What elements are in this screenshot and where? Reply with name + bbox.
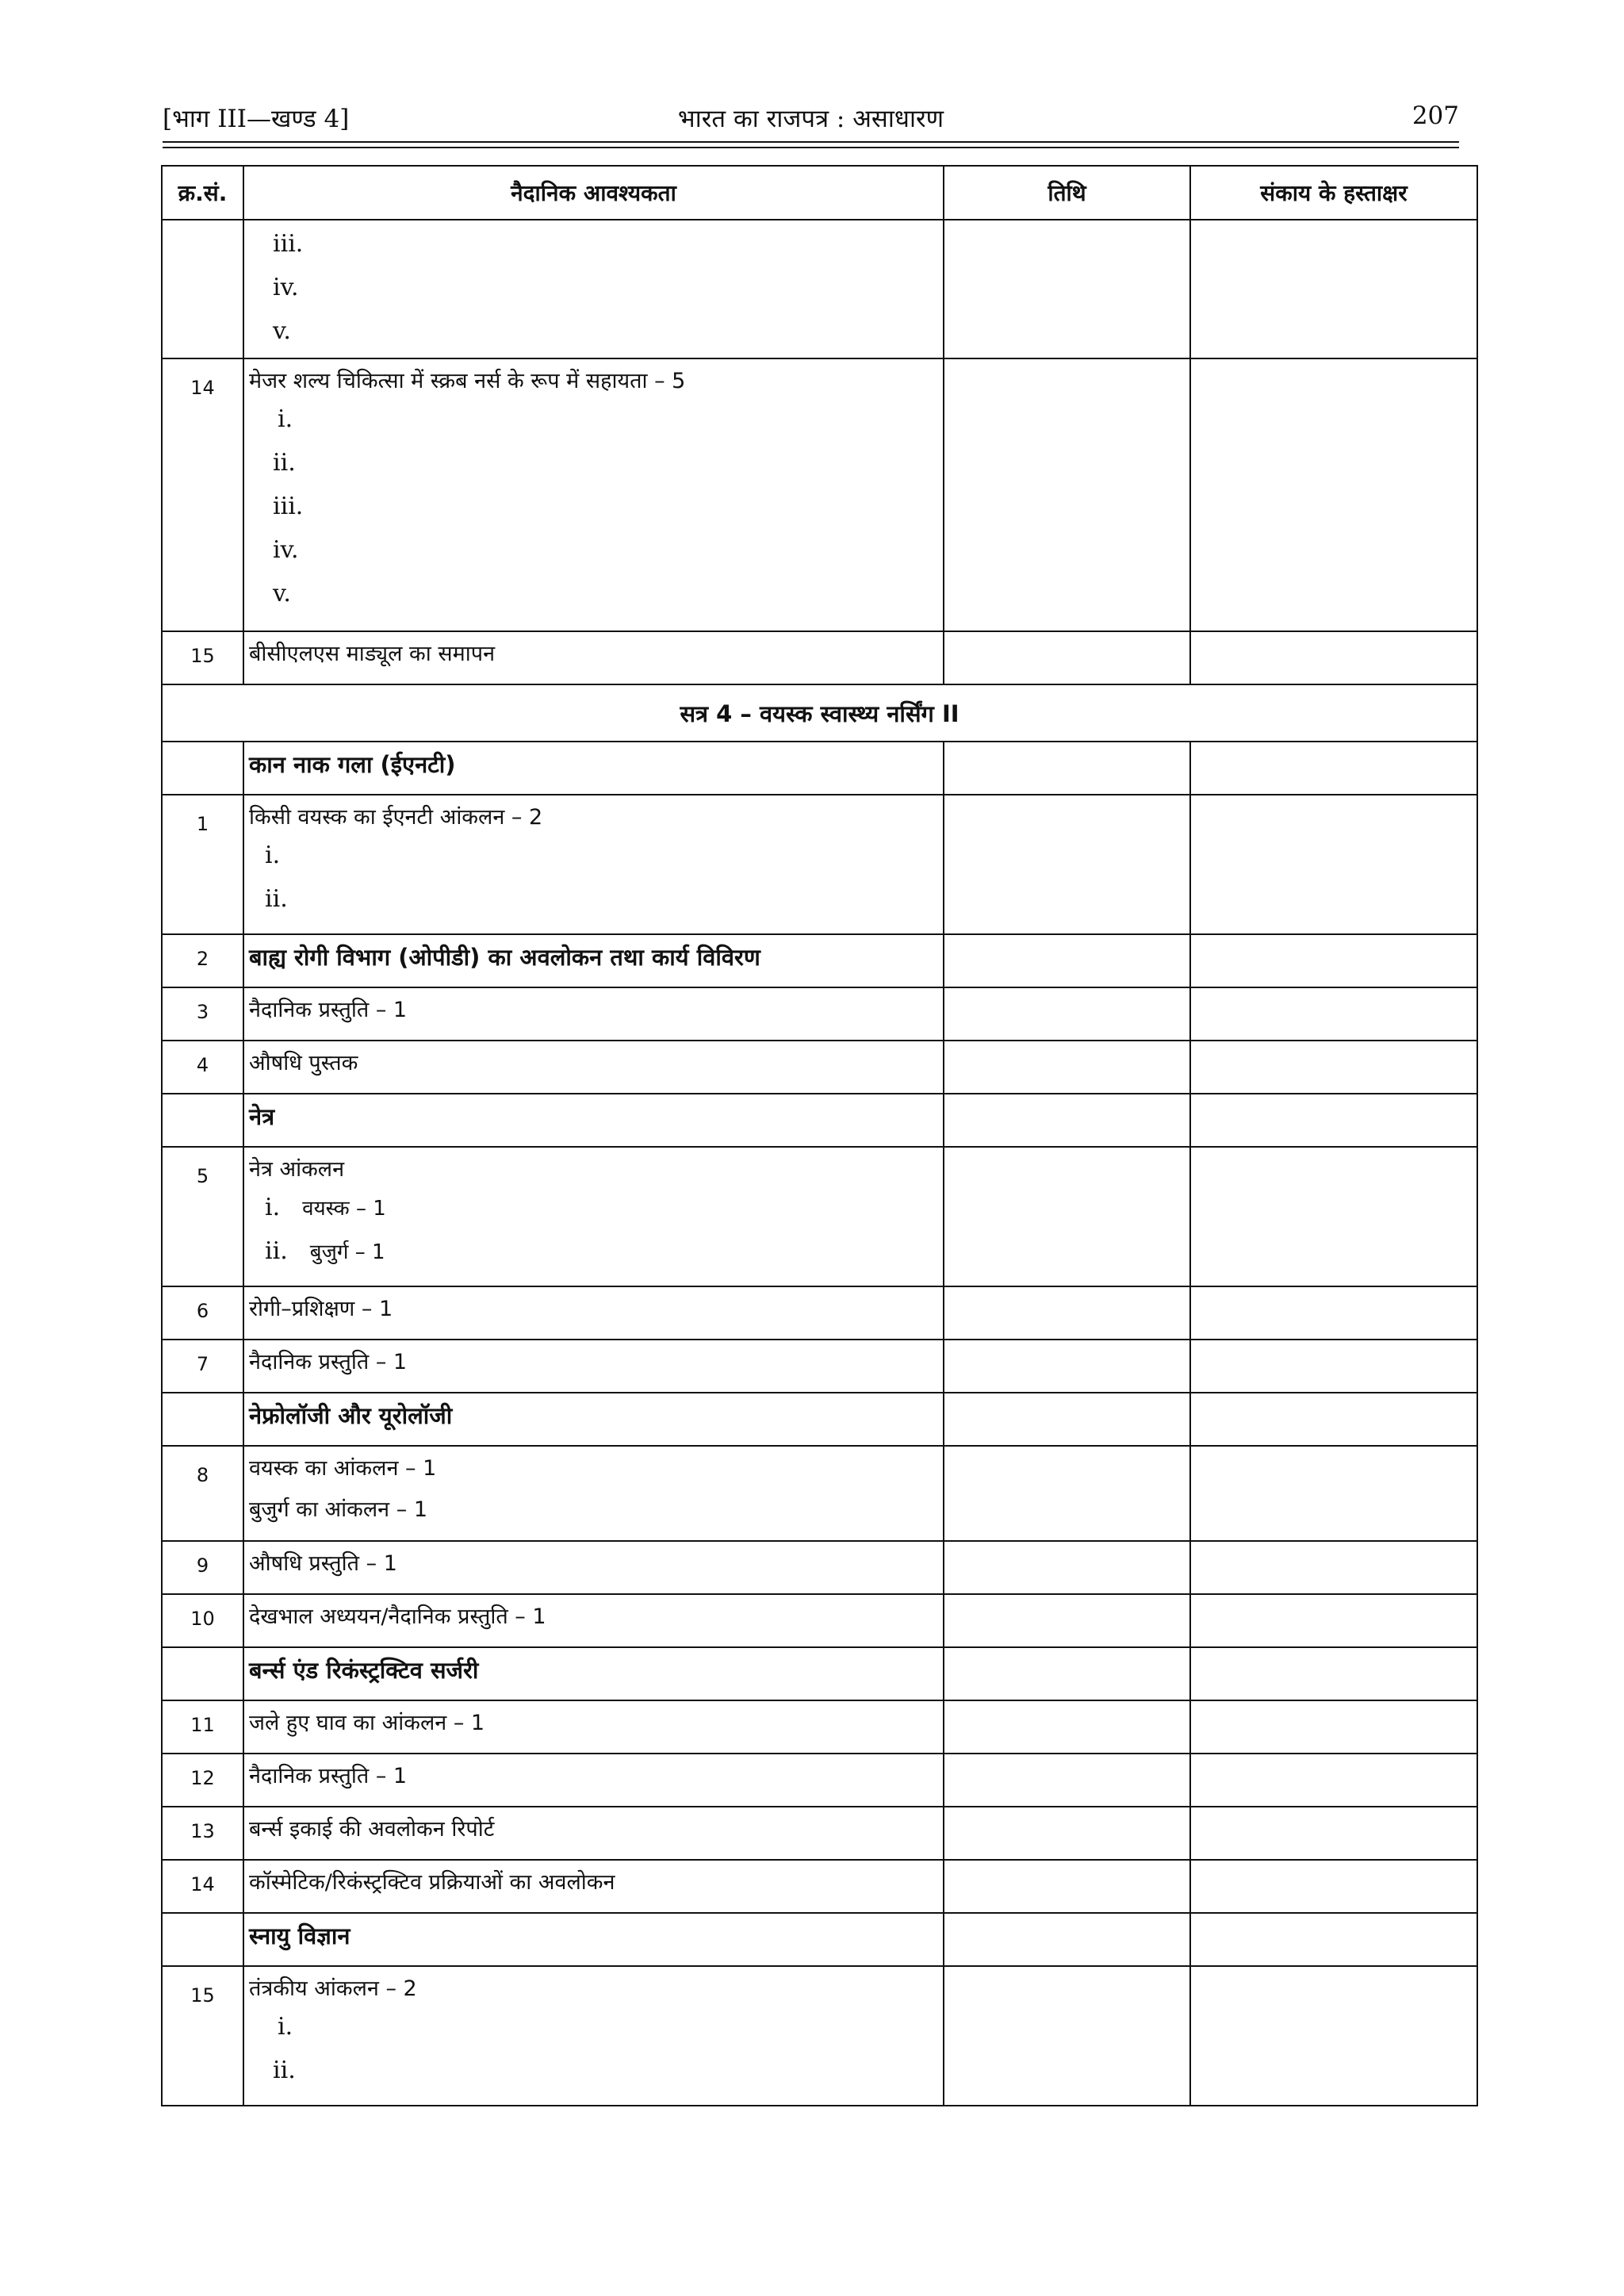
sub-item: [249, 1186, 943, 1229]
signature-cell[interactable]: [1190, 1647, 1477, 1700]
requirement-text: बाह्य रोगी विभाग (ओपीडी) का अवलोकन तथा कार्य विविरण: [249, 944, 760, 971]
signature-cell[interactable]: [1190, 795, 1477, 934]
row-number: 10: [162, 1594, 243, 1647]
section-heading-text: बर्न्स एंड रिकंस्ट्रक्टिव सर्जरी: [249, 1657, 479, 1684]
date-cell[interactable]: [944, 358, 1190, 631]
row-requirement: [243, 358, 944, 631]
col-header-serial: क्र.सं.: [162, 166, 243, 220]
table-header-row: [162, 166, 1477, 220]
row-number: 5: [162, 1147, 243, 1286]
table-row: [162, 1041, 1477, 1094]
requirement-text: नैदानिक प्रस्तुति – 1: [249, 1764, 408, 1788]
row-number: 11: [162, 1700, 243, 1754]
sub-item: [249, 1229, 943, 1273]
date-cell[interactable]: [944, 1807, 1190, 1860]
sub-item: i.: [265, 841, 281, 869]
date-cell[interactable]: [944, 1094, 1190, 1147]
session-title: सत्र 4 – वयस्क स्वास्थ्य नर्सिंग II: [162, 684, 1477, 742]
row-requirement: [243, 1541, 944, 1594]
section-row: [162, 1647, 1477, 1700]
signature-cell[interactable]: [1190, 1286, 1477, 1340]
section-heading-ent: [243, 742, 944, 795]
signature-cell[interactable]: [1190, 1754, 1477, 1807]
requirement-text: औषधि पुस्तक: [249, 1051, 358, 1075]
date-cell[interactable]: [944, 934, 1190, 987]
row-number: [162, 1913, 243, 1966]
col-header-requirement: नैदानिक आवश्यकता: [243, 166, 944, 220]
row-number: 6: [162, 1286, 243, 1340]
table-row: [162, 358, 1477, 631]
row-number: 13: [162, 1807, 243, 1860]
section-heading-nephrology: [243, 1393, 944, 1446]
col-header-date: तिथि: [944, 166, 1190, 220]
row-requirement: [243, 1286, 944, 1340]
row-requirement: [243, 1340, 944, 1393]
sub-item-text: बुजुर्ग – 1: [309, 1240, 385, 1264]
date-cell[interactable]: [944, 1340, 1190, 1393]
header-gazette-title: भारत का राजपत्र : असाधारण: [677, 105, 944, 133]
row-requirement: [243, 220, 944, 358]
date-cell[interactable]: [944, 1393, 1190, 1446]
section-row: [162, 1913, 1477, 1966]
row-number: 8: [162, 1446, 243, 1541]
sub-item: i.: [278, 405, 293, 433]
requirement-text: नेत्र आंकलन: [249, 1157, 345, 1182]
section-row: [162, 742, 1477, 795]
date-cell[interactable]: [944, 1647, 1190, 1700]
sub-item: ii.: [273, 449, 296, 477]
sub-item-numeral: ii.: [265, 1237, 288, 1265]
table-row: [162, 1700, 1477, 1754]
table-row: [162, 1754, 1477, 1807]
col-header-signature: संकाय के हस्ताक्षर: [1190, 166, 1477, 220]
row-number: [162, 220, 243, 358]
row-number: [162, 1393, 243, 1446]
row-requirement: [243, 1700, 944, 1754]
sub-item: iv.: [273, 274, 299, 301]
section-heading-text: नेफ्रोलॉजी और यूरोलॉजी: [249, 1402, 453, 1429]
row-number: [162, 1647, 243, 1700]
table-row: [162, 1860, 1477, 1913]
row-number: [162, 1094, 243, 1147]
session-row: [162, 684, 1477, 742]
row-number: 14: [162, 358, 243, 631]
clinical-requirements-table: [161, 165, 1478, 2106]
requirement-text: बीसीएलएस माड्यूल का समापन: [249, 642, 496, 666]
signature-cell[interactable]: [1190, 1541, 1477, 1594]
section-row: [162, 1094, 1477, 1147]
signature-cell[interactable]: [1190, 934, 1477, 987]
date-cell[interactable]: [944, 1594, 1190, 1647]
requirement-text: नैदानिक प्रस्तुति – 1: [249, 1350, 408, 1374]
row-number: 1: [162, 795, 243, 934]
requirement-text: मेजर शल्य चिकित्सा में स्क्रब नर्स के रूप में सहायता – 5: [249, 369, 686, 393]
table-row: [162, 934, 1477, 987]
requirement-text: नैदानिक प्रस्तुति – 1: [249, 998, 408, 1022]
row-requirement: [243, 1041, 944, 1094]
signature-cell[interactable]: [1190, 987, 1477, 1041]
signature-cell[interactable]: [1190, 1913, 1477, 1966]
signature-cell[interactable]: [1190, 1094, 1477, 1147]
row-requirement: [243, 1754, 944, 1807]
row-number: 9: [162, 1541, 243, 1594]
row-requirement: [243, 795, 944, 934]
date-cell[interactable]: [944, 742, 1190, 795]
date-cell[interactable]: [944, 1286, 1190, 1340]
section-heading-neurology: [243, 1913, 944, 1966]
row-requirement: [243, 1807, 944, 1860]
section-heading-text: नेत्र: [249, 1103, 275, 1130]
sub-item: v.: [273, 580, 291, 608]
date-cell[interactable]: [944, 1446, 1190, 1541]
date-cell[interactable]: [944, 1700, 1190, 1754]
sub-item-numeral: i.: [265, 1194, 281, 1221]
section-heading-burns: [243, 1647, 944, 1700]
date-cell[interactable]: [944, 1860, 1190, 1913]
row-requirement: [243, 1966, 944, 2106]
section-heading-eye: [243, 1094, 944, 1147]
sub-item: ii.: [273, 2056, 296, 2084]
row-number: [162, 742, 243, 795]
date-cell[interactable]: [944, 1754, 1190, 1807]
table-row: [162, 1807, 1477, 1860]
row-requirement: [243, 1594, 944, 1647]
signature-cell[interactable]: [1190, 1807, 1477, 1860]
row-requirement: [243, 631, 944, 684]
date-cell[interactable]: [944, 220, 1190, 358]
page-header: [163, 102, 1459, 136]
table-row: [162, 1446, 1477, 1541]
sub-item: ii.: [265, 885, 288, 913]
header-rule-bottom: [163, 147, 1459, 148]
date-cell[interactable]: [944, 1147, 1190, 1286]
sub-item: iii.: [273, 493, 304, 520]
row-requirement: [243, 934, 944, 987]
table-row: [162, 1594, 1477, 1647]
date-cell[interactable]: [944, 1966, 1190, 2106]
row-number: 2: [162, 934, 243, 987]
section-row: [162, 1393, 1477, 1446]
signature-cell[interactable]: [1190, 1340, 1477, 1393]
row-number: 4: [162, 1041, 243, 1094]
row-requirement: [243, 1860, 944, 1913]
row-number: 15: [162, 631, 243, 684]
table-row: [162, 1541, 1477, 1594]
date-cell[interactable]: [944, 1913, 1190, 1966]
requirement-text: रोगी–प्रशिक्षण – 1: [249, 1297, 393, 1321]
table-row: [162, 795, 1477, 934]
date-cell[interactable]: [944, 631, 1190, 684]
sub-item: iv.: [273, 536, 299, 564]
requirement-text: वयस्क का आंकलन – 1: [249, 1456, 437, 1481]
requirement-text: कॉस्मेटिक/रिकंस्ट्रक्टिव प्रक्रियाओं का अवलोकन: [249, 1870, 615, 1895]
requirement-text: बुजुर्ग का आंकलन – 1: [249, 1497, 428, 1522]
row-requirement: [243, 987, 944, 1041]
signature-cell[interactable]: [1190, 358, 1477, 631]
requirement-text: देखभाल अध्ययन/नैदानिक प्रस्तुति – 1: [249, 1604, 546, 1629]
section-heading-text: स्नायु विज्ञान: [249, 1922, 350, 1949]
table-row: [162, 1286, 1477, 1340]
sub-item: iii.: [273, 230, 304, 258]
signature-cell[interactable]: [1190, 220, 1477, 358]
requirement-text: तंत्रकीय आंकलन – 2: [249, 1976, 417, 2001]
signature-cell[interactable]: [1190, 1860, 1477, 1913]
row-number: 12: [162, 1754, 243, 1807]
signature-cell[interactable]: [1190, 1446, 1477, 1541]
signature-cell[interactable]: [1190, 1393, 1477, 1446]
table-row: [162, 1147, 1477, 1286]
sub-item: i.: [278, 2013, 293, 2041]
requirement-text: बर्न्स इकाई की अवलोकन रिपोर्ट: [249, 1817, 495, 1842]
table-row: [162, 987, 1477, 1041]
header-rule-top: [163, 141, 1459, 143]
date-cell[interactable]: [944, 987, 1190, 1041]
row-requirement: [243, 1446, 944, 1541]
requirement-text: औषधि प्रस्तुति – 1: [249, 1551, 397, 1576]
signature-cell[interactable]: [1190, 1594, 1477, 1647]
signature-cell[interactable]: [1190, 1966, 1477, 2106]
header-part-label: [भाग III—खण्ड 4]: [163, 105, 350, 133]
row-number: 14: [162, 1860, 243, 1913]
page-number: 207: [1411, 102, 1459, 130]
signature-cell[interactable]: [1190, 1147, 1477, 1286]
signature-cell[interactable]: [1190, 742, 1477, 795]
date-cell[interactable]: [944, 1041, 1190, 1094]
date-cell[interactable]: [944, 795, 1190, 934]
signature-cell[interactable]: [1190, 631, 1477, 684]
section-heading-text: कान नाक गला (ईएनटी): [249, 751, 456, 778]
row-requirement: [243, 1147, 944, 1286]
signature-cell[interactable]: [1190, 1700, 1477, 1754]
row-number: 3: [162, 987, 243, 1041]
requirement-text: किसी वयस्क का ईएनटी आंकलन – 2: [249, 805, 543, 830]
table-row: [162, 1340, 1477, 1393]
sub-item-text: वयस्क – 1: [302, 1197, 386, 1221]
table-row: [162, 1966, 1477, 2106]
sub-item: v.: [273, 317, 291, 345]
table-row: [162, 631, 1477, 684]
table-row: [162, 220, 1477, 358]
row-number: 7: [162, 1340, 243, 1393]
date-cell[interactable]: [944, 1541, 1190, 1594]
row-number: 15: [162, 1966, 243, 2106]
requirement-text: जले हुए घाव का आंकलन – 1: [249, 1711, 485, 1735]
signature-cell[interactable]: [1190, 1041, 1477, 1094]
